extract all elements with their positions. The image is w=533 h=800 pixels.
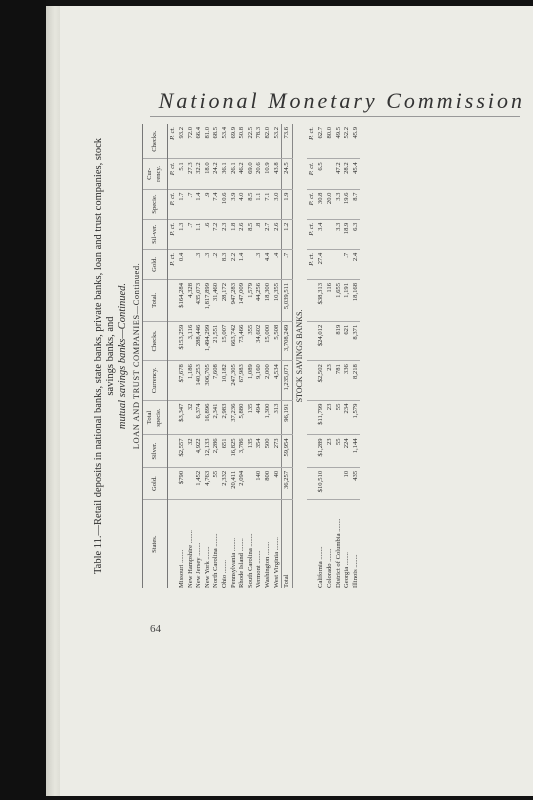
column-header: Specie.	[143, 189, 168, 219]
table-cell: 4.4	[264, 249, 273, 279]
table-cell	[307, 435, 317, 467]
table-cell: 55	[212, 467, 221, 499]
table-cell: P. ct.	[168, 249, 179, 279]
table-cell: 19.6	[343, 189, 352, 219]
table-cell: 31,460	[212, 279, 221, 321]
table-cell: 1.3	[178, 219, 187, 249]
table-cell: $2,502	[317, 361, 326, 400]
table-cell: 21,551	[212, 321, 221, 360]
column-header: Cur-rency.	[143, 159, 168, 189]
table-cell: 2,286	[212, 435, 221, 467]
table-cell: $790	[178, 467, 187, 499]
table-cell: 2,341	[212, 400, 221, 435]
table-cell: .8	[255, 219, 264, 249]
table-cell: 3.0	[273, 189, 282, 219]
table-cell: 20,411	[230, 467, 239, 499]
table-cell: 1.8	[230, 219, 239, 249]
table-row	[195, 124, 204, 588]
table-cell	[307, 467, 317, 499]
table-cell	[168, 361, 179, 400]
table-cell: 5,508	[273, 321, 282, 360]
table-cell: 354	[255, 435, 264, 467]
table-cell: 135	[247, 400, 256, 435]
table-cell: Ohio ........	[220, 559, 228, 588]
table-cell	[307, 279, 317, 321]
table-cell: 435,073	[195, 279, 204, 321]
table-cell: 55	[335, 435, 344, 467]
table-cell: 5,039,511	[282, 279, 293, 321]
table-cell: 3.3	[335, 219, 344, 249]
table-cell	[187, 467, 196, 499]
table-row	[178, 124, 187, 588]
table-cell: $7,678	[178, 361, 187, 400]
table-cell: .7	[343, 249, 352, 279]
table-cell	[307, 400, 317, 435]
table-cell: .7	[187, 219, 196, 249]
table-cell: Washington ........	[263, 541, 271, 588]
table-cell: 224	[343, 435, 352, 467]
table-row	[273, 124, 282, 588]
table-cell: 273	[273, 435, 282, 467]
table-cell: 12,133	[204, 435, 213, 467]
table-cell: $11,799	[317, 400, 326, 435]
table-cell	[168, 279, 179, 321]
table-cell: P. ct.	[307, 249, 317, 279]
table-cell: 7,608	[212, 361, 221, 400]
table-cell: Pennsylvania ........	[229, 538, 237, 588]
table-cell: New Hampshire ........	[186, 530, 194, 588]
table-row	[255, 124, 264, 588]
table-title	[93, 124, 129, 588]
table-cell: 336	[343, 361, 352, 400]
table-cell: .7	[282, 249, 293, 279]
table-cell: 27.4	[317, 249, 326, 279]
total-row	[282, 124, 293, 588]
section-heading-loan-trust: LOAN AND TRUST COMPANIES—Continued.	[131, 262, 141, 450]
table-row	[264, 124, 273, 588]
table-cell: 32.2	[195, 159, 204, 189]
table-row	[212, 124, 221, 588]
table-row	[230, 124, 239, 588]
table-cell: 8.3	[221, 249, 230, 279]
table-cell: 37,236	[230, 400, 239, 435]
table-cell: 22.5	[247, 124, 256, 159]
table-cell	[168, 321, 179, 360]
table-cell: P. ct.	[168, 189, 179, 219]
table-cell: 1,494,299	[204, 321, 213, 360]
table-cell: 69.9	[230, 124, 239, 159]
table-cell: 34,602	[255, 321, 264, 360]
table-cell: $164,284	[178, 279, 187, 321]
table-cell: 1.1	[255, 189, 264, 219]
table-cell: 82.0	[264, 124, 273, 159]
table-cell: 2.7	[264, 219, 273, 249]
table-cell	[168, 500, 179, 588]
table-cell	[326, 159, 335, 189]
table-cell: 147,009	[238, 279, 247, 321]
table-cell: 116	[326, 279, 335, 321]
table-cell: 96,191	[282, 400, 293, 435]
table-cell: .4	[273, 249, 282, 279]
table-cell: 3.3	[335, 189, 344, 219]
table-cell: 78.3	[255, 124, 264, 159]
table-cell: 93.2	[178, 124, 187, 159]
table-cell: 68.5	[212, 124, 221, 159]
table-cell: 1.4	[238, 249, 247, 279]
table-cell: 247,305	[230, 361, 239, 400]
table-cell: 651	[221, 435, 230, 467]
table-cell	[307, 361, 317, 400]
table-row	[238, 124, 247, 588]
table-cell: 28,172	[221, 279, 230, 321]
table-cell: 1,655	[335, 279, 344, 321]
column-header: Currency.	[143, 361, 168, 400]
table-cell: 62.7	[317, 124, 326, 159]
table-cell: .3	[255, 249, 264, 279]
table-cell: 3.9	[230, 189, 239, 219]
column-header: States.	[143, 500, 168, 588]
table-cell: 1.2	[282, 219, 293, 249]
table-cell: 947,283	[230, 279, 239, 321]
table-cell: 1,579	[247, 279, 256, 321]
table-cell: 23	[326, 400, 335, 435]
table-cell: 53.2	[273, 124, 282, 159]
table-cell: District of Columbia ........	[334, 518, 342, 588]
table-cell: Missouri ........	[178, 549, 185, 588]
table-title-line-2: mutual savings banks—Continued.	[117, 282, 128, 430]
table-cell: 28.2	[343, 159, 352, 189]
table-cell: 2,094	[238, 467, 247, 499]
table-cell: 135	[247, 435, 256, 467]
table-cell: 663,742	[230, 321, 239, 360]
table-cell: 6,374	[195, 400, 204, 435]
table-cell: 4.0	[238, 189, 247, 219]
running-head: National Monetary Commission	[158, 88, 525, 113]
table-cell: .3	[195, 249, 204, 279]
table-cell: 1.4	[195, 189, 204, 219]
table-cell: 4,763	[204, 467, 213, 499]
table-cell: 2,983	[221, 400, 230, 435]
table-cell: 45.9	[352, 124, 361, 159]
table-cell: 53.4	[221, 124, 230, 159]
table-cell: 3,708,249	[282, 321, 293, 360]
table-cell: 15,000	[264, 321, 273, 360]
table-cell: $2,557	[178, 435, 187, 467]
table-cell: P. ct.	[307, 159, 317, 189]
table-cell: 288,446	[195, 321, 204, 360]
table-cell: 313	[273, 400, 282, 435]
table-cell: 8.5	[247, 219, 256, 249]
table-cell: 27.3	[187, 159, 196, 189]
table-cell: 1.1	[195, 219, 204, 249]
column-header: Silver.	[143, 435, 168, 467]
table-cell: 4,534	[273, 361, 282, 400]
table-cell: 24.5	[282, 159, 293, 189]
table-cell: 8.7	[352, 189, 361, 219]
table-cell: 621	[343, 321, 352, 360]
table-cell: 10.6	[221, 189, 230, 219]
table-cell: 7.4	[212, 189, 221, 219]
table-cell: 16,896	[204, 400, 213, 435]
table-cell	[168, 400, 179, 435]
table-row	[352, 124, 361, 588]
table-cell: 15,007	[221, 321, 230, 360]
table-row	[343, 124, 352, 588]
table-cell: New York ........	[203, 546, 211, 588]
table-row	[187, 124, 196, 588]
table-cell: 2.6	[238, 219, 247, 249]
table-cell: 494	[255, 400, 264, 435]
table-cell	[168, 435, 179, 467]
table-cell: 24.2	[212, 159, 221, 189]
table-cell: .2	[212, 249, 221, 279]
table-cell: 18.0	[204, 159, 213, 189]
table-cell: 5.1	[178, 159, 187, 189]
table-cell: 1,817,899	[204, 279, 213, 321]
table-cell: 9,160	[255, 361, 264, 400]
table-cell: 36.1	[221, 159, 230, 189]
table-cell: 36,257	[282, 467, 293, 499]
header-rule	[150, 116, 520, 117]
table-cell: 73.6	[282, 124, 293, 159]
table-cell: 80.0	[326, 124, 335, 159]
table-cell: 73,466	[238, 321, 247, 360]
table-cell: $3,347	[178, 400, 187, 435]
table-cell	[326, 467, 335, 499]
table-cell: Vermont ........	[255, 550, 263, 588]
table-cell: 4,922	[195, 435, 204, 467]
table-cell	[307, 500, 317, 588]
table-cell: West Virginia ........	[272, 537, 280, 588]
table-cell: 10,182	[221, 361, 230, 400]
table-cell: 59,954	[282, 435, 293, 467]
table-cell: .9	[204, 189, 213, 219]
table-cell: 8,218	[352, 361, 361, 400]
table-cell: $1,289	[317, 435, 326, 467]
table-cell: 23	[326, 361, 335, 400]
table-cell: North Carolina ........	[212, 533, 220, 588]
table-cell	[247, 467, 256, 499]
book-spine-shadow	[0, 0, 46, 800]
table-cell: 355	[247, 321, 256, 360]
table-cell: 55	[335, 400, 344, 435]
table-cell	[168, 467, 179, 499]
table-cell: 5,880	[238, 400, 247, 435]
table-cell: California ........	[317, 546, 325, 588]
table-cell: 234	[343, 400, 352, 435]
table-cell: P. ct.	[307, 189, 317, 219]
page-number: 64	[150, 623, 161, 635]
unit-row	[168, 124, 179, 588]
table-cell: 500	[264, 435, 273, 467]
table-cell: 8,371	[352, 321, 361, 360]
column-header: Gold.	[143, 467, 168, 499]
table-cell: 10	[343, 467, 352, 499]
table-row	[221, 124, 230, 588]
column-header: Gold.	[143, 249, 168, 279]
table-header-row	[143, 124, 168, 588]
table-cell: 4,328	[187, 279, 196, 321]
table-cell: P. ct.	[168, 159, 179, 189]
table-cell: 20.0	[326, 189, 335, 219]
table-cell: $38,313	[317, 279, 326, 321]
column-header: Sil-ver.	[143, 219, 168, 249]
table-cell	[326, 249, 335, 279]
section-heading: STOCK SAVINGS BANKS.	[292, 124, 307, 588]
table-cell: 1,089	[247, 361, 256, 400]
table-cell: 1.7	[178, 189, 187, 219]
table-cell: 44,256	[255, 279, 264, 321]
table-cell: $24,012	[317, 321, 326, 360]
table-cell: 7.1	[264, 189, 273, 219]
table-cell: 2,000	[264, 361, 273, 400]
table-row	[317, 124, 326, 588]
table-cell: 3,786	[238, 435, 247, 467]
table-cell: New Jersey ........	[195, 542, 203, 588]
table-cell: 781	[335, 361, 344, 400]
table-cell: 2.2	[230, 249, 239, 279]
table-cell: 32	[187, 435, 196, 467]
table-cell: 30.8	[317, 189, 326, 219]
table-cell: Rhode Island ........	[238, 538, 246, 588]
column-header: Checks.	[143, 124, 168, 159]
table-cell: .6	[204, 219, 213, 249]
table-cell: 18,168	[352, 279, 361, 321]
table-cell: 1,144	[352, 435, 361, 467]
table-cell: 47.2	[335, 159, 344, 189]
column-header: Total specie.	[143, 400, 168, 435]
table-cell: 43.8	[273, 159, 282, 189]
table-row	[204, 124, 213, 588]
table-cell: 819	[335, 321, 344, 360]
table-cell: 52.2	[343, 124, 352, 159]
table-cell: 3,116	[187, 321, 196, 360]
table-cell: 0.4	[178, 249, 187, 279]
table-cell: 8.5	[247, 189, 256, 219]
table-cell: 23	[326, 435, 335, 467]
table-cell: 1,235,071	[282, 361, 293, 400]
table-cell: 306,705	[204, 361, 213, 400]
table-cell	[335, 467, 344, 499]
table-cell: .7	[187, 189, 196, 219]
table-cell	[187, 249, 196, 279]
table-title-line-1: Table 11.—Retail deposits in national banks, state banks, private banks, loan and trust companies, stock savings banks, and	[93, 138, 116, 574]
table-row	[335, 124, 344, 588]
table-cell: 45.4	[352, 159, 361, 189]
table-cell: 10,355	[273, 279, 282, 321]
deposits-table	[142, 124, 360, 588]
table-cell: 46.2	[238, 159, 247, 189]
table-cell: 26.1	[230, 159, 239, 189]
table-cell: 6.5	[317, 159, 326, 189]
table-cell: 66.4	[195, 124, 204, 159]
table-cell: 140,253	[195, 361, 204, 400]
table-cell: P. ct.	[168, 124, 179, 159]
table-cell: 69.0	[247, 159, 256, 189]
table-cell: 3.4	[317, 219, 326, 249]
table-cell: 2.4	[352, 249, 361, 279]
table-cell: Georgia ........	[343, 552, 351, 588]
table-cell: 16,825	[230, 435, 239, 467]
unit-row	[307, 124, 317, 588]
table-cell: 1,452	[195, 467, 204, 499]
table-cell: 40	[273, 467, 282, 499]
table-cell: 18.9	[343, 219, 352, 249]
table-cell: 1,300	[264, 400, 273, 435]
table-cell: 32	[187, 400, 196, 435]
table-cell: 800	[264, 467, 273, 499]
table-cell: $153,259	[178, 321, 187, 360]
table-row	[247, 124, 256, 588]
table-cell: 140	[255, 467, 264, 499]
table-cell: 81.0	[204, 124, 213, 159]
table-cell: 50.8	[238, 124, 247, 159]
table-cell: Total	[282, 500, 293, 588]
table-cell: P. ct.	[168, 219, 179, 249]
table-cell: 1,191	[343, 279, 352, 321]
table-cell	[307, 321, 317, 360]
table-cell: 2,332	[221, 467, 230, 499]
table-cell: $10,510	[317, 467, 326, 499]
table-cell: 1,186	[187, 361, 196, 400]
table-cell: Colorado ........	[325, 548, 333, 588]
table-cell: 20.6	[255, 159, 264, 189]
table-cell: South Carolina ........	[246, 533, 254, 588]
rotated-table-block	[93, 124, 523, 588]
table-cell: .3	[204, 249, 213, 279]
table-cell: 2.6	[273, 219, 282, 249]
table-cell: 10.9	[264, 159, 273, 189]
table-row	[326, 124, 335, 588]
table-cell	[247, 249, 256, 279]
table-cell: 1,579	[352, 400, 361, 435]
table-cell: 18,300	[264, 279, 273, 321]
table-cell: 67,983	[238, 361, 247, 400]
table-cell	[335, 249, 344, 279]
table-cell: 435	[352, 467, 361, 499]
table-cell	[326, 219, 335, 249]
table-cell: 49.5	[335, 124, 344, 159]
table-cell: Illinois ........	[351, 554, 359, 588]
table-cell: 2.3	[221, 219, 230, 249]
table-cell: 72.0	[187, 124, 196, 159]
table-cell: P. ct.	[307, 124, 317, 159]
table-cell: 7.2	[212, 219, 221, 249]
table-cell	[326, 321, 335, 360]
column-header: Checks.	[143, 321, 168, 360]
table-cell: 1.9	[282, 189, 293, 219]
table-cell: 6.3	[352, 219, 361, 249]
section-heading-row	[292, 124, 307, 588]
table-cell: P. ct.	[307, 219, 317, 249]
column-header: Total.	[143, 279, 168, 321]
table-body	[168, 124, 361, 588]
